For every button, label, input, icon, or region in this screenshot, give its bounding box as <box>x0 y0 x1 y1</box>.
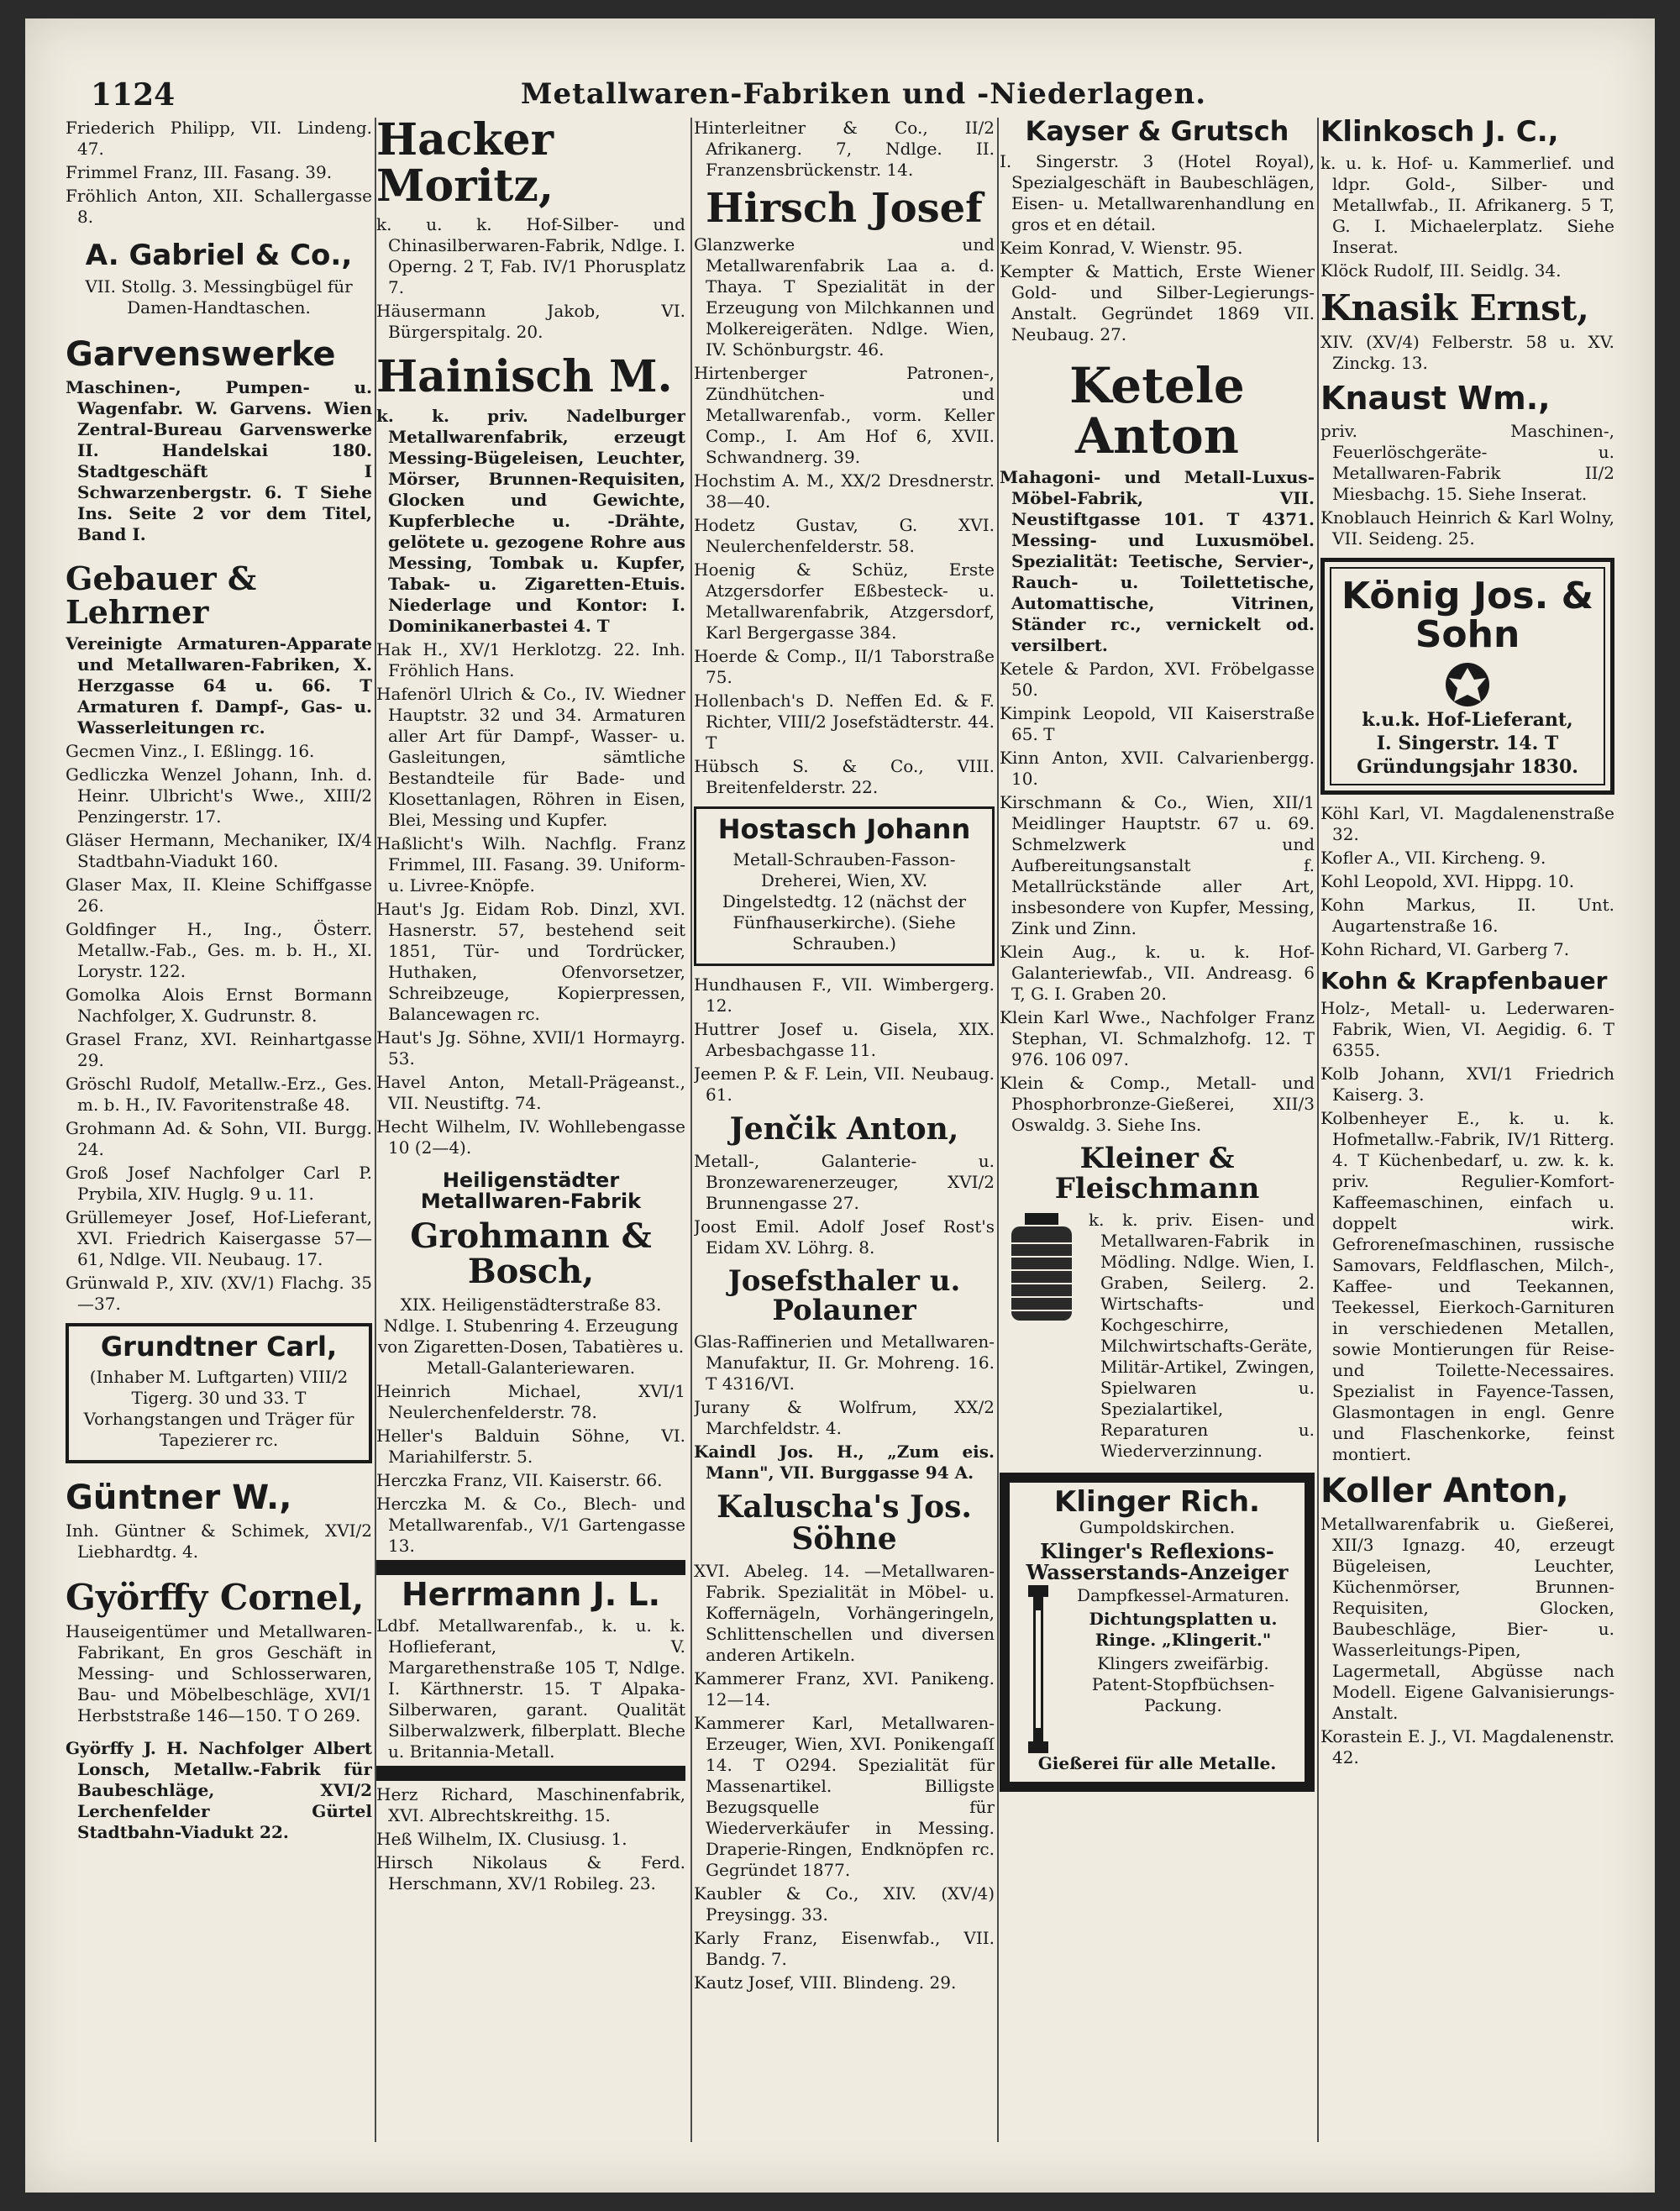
ad-heading: Herrmann J. L. <box>401 1576 661 1614</box>
ad-text: Dichtungsplatten u. Ringe. „Klingerit." <box>1089 1609 1278 1651</box>
ad-heading: Gebauer & Lehrner <box>66 559 257 631</box>
ad-text: Vereinigte Armaturen-Apparate und Metallwaren-Fabriken, X. Herzgasse 64 u. 66. T Armaturen f. Dampf-, Gas- u. Wasserleitungen rc. <box>66 633 372 738</box>
listing-entry: Kempter & Mattich, Erste Wiener Gold- und Silber-Legierungs-Anstalt. Gegründet 1869 VII. Neubaug. 27. <box>1000 260 1315 344</box>
ad-text: Inh. Güntner & Schimek, XVI/2 Liebhardtg. 4. <box>66 1520 372 1562</box>
ad-heading: Hacker Moritz, <box>376 118 554 212</box>
listing-entry: Gomolka Alois Ernst Bormann Nachfolger, X. Gudrunstr. 8. <box>66 985 372 1027</box>
ad-heading: Hainisch M. <box>376 351 673 403</box>
listing-entry: Gecmen Vinz., I. Eßlingg. 16. <box>66 741 315 762</box>
listing-entry: Kammerer Karl, Metallwaren-Erzeuger, Wien, XVI. Ponikengaſſ 14. T O294. Spezialität für Massenartikel. Billigste Bezugsquelle für Wiederverkäufer in Messing. Draperie-Ringen, Endknöpfen rc. Gegründet 1877. <box>694 1712 995 1880</box>
listing-entry: Herczka M. & Co., Blech- und Metallwarenfab., V/1 Gartengasse 13. <box>376 1494 685 1557</box>
ad-heading: Koller Anton, <box>1320 1472 1569 1511</box>
listing-entry: Kaindl Jos. H., „Zum eis. Mann", VII. Burggasse 94 A. <box>694 1442 995 1484</box>
listing-entry: Kolbenheyer E., k. u. k. Hofmetallw.-Fabrik, IV/1 Ritterg. 4. T Küchenbedarf, u. zw. k. k. priv. Regulier-Komfort-Kaffeemaschinen, einfach u. doppelt wirk. Gefroreneſmaschinen, russische Samovars, Feldflaschen, Milch-, Kaffee- und Teekannen, Teekessel, Eierkoch-Garnituren in verschiedenen Metallen, sowie Montierungen für Reise- und Toilette-Necessaires. Spezialist in Fayence-Tassen, Glasmontagen in engl. Genre und Flaschenkorke, feinst montiert. <box>1320 1108 1614 1465</box>
ad-heading: Güntner W., <box>66 1478 292 1518</box>
ad-body-text <box>1067 1585 1299 1753</box>
ad-text: VII. Stollg. 3. Messingbügel für Damen-Handtaschen. <box>85 276 353 318</box>
ad-body <box>1000 1210 1315 1464</box>
listing-entry: Hak H., XV/1 Herklotzg. 22. Inh. Fröhlich Hans. <box>376 638 685 680</box>
ad-heading: Grohmann & Bosch, <box>410 1216 652 1292</box>
ad-text: I. Singerstr. 3 (Hotel Royal), Spezialgeschäft in Baubeschlägen, Eisen- u. Metallwarenhandlung en gros et en détail. <box>1000 150 1315 234</box>
listing-entry: Györffy J. H. Nachfolger Albert Lonsch, Metallw.-Fabrik für Baubeschläge, XVI/2 Lerchenfelder Gürtel Stadtbahn-Viadukt 22. <box>66 1738 372 1843</box>
listing-entry: Grasel Franz, XVI. Reinhartgasse 29. <box>66 1029 372 1071</box>
listing-entry: Hafenörl Ulrich & Co., IV. Wiedner Hauptstr. 32 und 34. Armaturen aller Art für Dampf-, Wasser- u. Gasleitungen, sämtliche Bestandteile für Bade- und Klosettanlagen, Röhren in Eisen, Blei, Messing und Kupfer. <box>376 683 685 830</box>
listing-entry: Friederich Philipp, VII. Lindeng. 47. <box>66 118 372 159</box>
listing-entry: Kohl Leopold, XVI. Hippg. 10. <box>1320 871 1575 892</box>
listing-entry: Gedliczka Wenzel Johann, Inh. d. Heinr. Ulbricht's Wwe., XIII/2 Penzingerstr. 17. <box>66 764 372 827</box>
ad-text: XIX. Heiligenstädterstraße 83. Ndlge. I. Stubenring 4. Erzeugung von Zigaretten-Dosen, Tabatières u. Metall-Galanteriewaren. <box>377 1295 685 1379</box>
ad-text: Gumpoldskirchen. <box>1079 1517 1236 1538</box>
listing-entry: Klein & Comp., Metall- und Phosphorbronze-Gießerei, XII/3 Oswaldg. 3. Siehe Ins. <box>1000 1073 1315 1136</box>
listing-entry: Ketele & Pardon, XVI. Fröbelgasse 50. <box>1000 659 1315 701</box>
ad-heading: Kaluscha's Jos. Söhne <box>717 1489 972 1557</box>
listing-entry: Haut's Jg. Söhne, XVII/1 Hormayrg. 53. <box>376 1027 685 1069</box>
ad-text: k. u. k. Hof- u. Kammerlief. und ldpr. Gold-, Silber- und Metallwfab., II. Afrikanerg. 5 T, G. I. Michaelerplatz. Siehe Inserat. <box>1320 152 1614 257</box>
listing-entry: Grünwald P., XIV. (XV/1) Flachg. 35—37. <box>66 1273 372 1315</box>
listing-entry: Knoblauch Heinrich & Karl Wolny, VII. Seideng. 25. <box>1320 507 1614 549</box>
column-3 <box>694 118 995 2151</box>
ad-heading: Kohn & Krapfenbauer <box>1320 967 1608 995</box>
listing-entry: Köhl Karl, VI. Magdalenenstraße 32. <box>1320 803 1614 845</box>
ad-heading: Jenčik Anton, <box>729 1111 959 1147</box>
ad-text: Klingers zweifärbig. Patent-Stopfbüchsen-Packung. <box>1091 1653 1275 1716</box>
ad-text: Holz-, Metall- u. Lederwaren-Fabrik, Wien, VI. Aegidig. 6. T 6355. <box>1320 998 1614 1061</box>
ad-box <box>1320 558 1614 795</box>
ad-heading: Knasik Ernst, <box>1320 286 1589 328</box>
ad-text: (Inhaber M. Luftgarten) VIII/2 Tigerg. 30 und 33. T Vorhangstangen und Träger für Tapezierer rc. <box>83 1367 354 1451</box>
ad-box <box>66 1323 372 1463</box>
column-rule <box>690 118 692 2142</box>
listing-entry: Grohmann Ad. & Sohn, VII. Burgg. 24. <box>66 1118 372 1160</box>
ad-text: XIV. (XV/4) Felberstr. 58 u. XV. Zinckg. 13. <box>1320 331 1614 373</box>
listing-entry: Kinn Anton, XVII. Calvarienbergg. 10. <box>1000 748 1315 790</box>
ad-heading: König Jos. & Sohn <box>1341 574 1593 656</box>
listing-entry: Hirtenberger Patronen-, Zündhütchen- und Metallwarenfab., vorm. Keller Comp., I. Am Hof 6, XVII. Schwandnerg. 39. <box>694 363 995 468</box>
ad-text: Klinger's Reflexions-Wasserstands-Anzeiger <box>1026 1539 1289 1585</box>
listing-entry: Haut's Jg. Eidam Rob. Dinzl, XVI. Hasnerstr. 57, bestehend seit 1851, Tür- und Tordrücker, Huthaken, Ofenvorsetzer, Schreibzeuge, Kopierpressen, Balancewagen rc. <box>376 898 685 1024</box>
column-rule <box>1317 118 1319 2142</box>
ad-heading: Kleiner & Fleischmann <box>1054 1142 1260 1206</box>
listing-entry: Hecht Wilhelm, IV. Wohllebengasse 10 (2—4). <box>376 1116 685 1158</box>
ad-text: Metallwarenfabrik u. Gießerei, XII/3 Ignazg. 40, erzeugt Bügeleisen, Leuchter, Küchenmörser, Brunnen-Requisiten, Glocken, Baubeschläge, Bier- u. Wasserleitungs-Pipen, Lagermetall, Abgüsse nach Modell. Eigene Galvanisierungs-Anstalt. <box>1320 1514 1614 1724</box>
ad-box-inner <box>1010 1483 1305 1783</box>
listing-entry: Jurany & Wolfrum, XX/2 Marchfeldstr. 4. <box>694 1397 995 1439</box>
page-number: 1124 <box>91 77 176 113</box>
ad-text: priv. Maschinen-, Feuerlöschgeräte- u. Metallwaren-Fabrik II/2 Miesbachg. 15. Siehe Inserat. <box>1320 420 1614 504</box>
listing-entry: Hirsch Nikolaus & Ferd. Herschmann, XV/1 Robileg. 23. <box>376 1852 685 1894</box>
listing-entry: Huttrer Josef u. Gisela, XIX. Arbesbachgasse 11. <box>694 1018 995 1060</box>
listing-entry: Korastein E. J., VI. Magdalenenstr. 42. <box>1320 1726 1614 1768</box>
listing-entry: Karly Franz, Eisenwfab., VII. Bandg. 7. <box>694 1927 995 1969</box>
ad-text: k. k. priv. Eisen- und Metallwaren-Fabrik in Mödling. Ndlge. Wien, I. Graben, Seilerg. 2. Wirtschafts- und Kochgeschirre, Milchwirtschafts-Geräte, Militär-Artikel, Zwingen, Spielwaren u. Spezialartikel, Reparaturen u. Wiederverzinnung. <box>1089 1209 1315 1461</box>
ad-heading: Grundtner Carl, <box>100 1331 338 1363</box>
listing-entry: Jeemen P. & F. Lein, VII. Neubaug. 61. <box>694 1063 995 1105</box>
listing-entry: Kofler A., VII. Kircheng. 9. <box>1320 848 1546 869</box>
ad-text: Gießerei für alle Metalle. <box>1037 1753 1277 1774</box>
ad-heading: Kayser & Grutsch <box>1025 118 1289 147</box>
listing-entry: Hundhausen F., VII. Wimbergerg. 12. <box>694 974 995 1016</box>
ad-text: Gründungsjahr 1830. <box>1357 756 1578 779</box>
listing-entry: Frimmel Franz, III. Fasang. 39. <box>66 162 333 182</box>
ad-text: XVI. Abeleg. 14. —Metallwaren-Fabrik. Spezialität in Möbel- u. Koffernägeln, Vorhängeringeln, Schlittenschellen und diversen anderen Artikeln. <box>694 1560 995 1665</box>
ad-heading: Hostasch Johann <box>717 813 971 846</box>
listing-entry: Goldfinger H., Ing., Österr. Metallw.-Fab., Ges. m. b. H., XI. Lorystr. 122. <box>66 919 372 982</box>
listing-entry: Kolb Johann, XVI/1 Friedrich Kaiserg. 3. <box>1320 1063 1614 1106</box>
listing-entry: Heß Wilhelm, IX. Clusiusg. 1. <box>376 1829 627 1850</box>
ad-heading: Ketele Anton <box>1069 356 1245 465</box>
column-rule <box>997 118 999 2142</box>
ad-text: Ldbf. Metallwarenfab., k. u. k. Hoflieferant, V. Margarethenstraße 105 T, Ndlge. I. Kärthnerstr. 15. T Alpaka-Silberwaren, garant. Qualität Silberwalzwerk, filberplatt. Bleche u. Britannia-Metall. <box>376 1615 685 1762</box>
listing-entry: Kimpink Leopold, VII Kaiserstraße 65. T <box>1000 703 1315 745</box>
listing-entry: Klein Aug., k. u. k. Hof-Galanteriewfab., VII. Andreasg. 6 T, G. I. Graben 20. <box>1000 942 1315 1005</box>
listing-entry: Kohn Richard, VI. Garberg 7. <box>1320 939 1570 960</box>
listing-entry: Groß Josef Nachfolger Carl P. Prybila, XIV. Huglg. 9 u. 11. <box>66 1163 372 1205</box>
listing-entry: Heller's Balduin Söhne, VI. Mariahilferstr. 5. <box>376 1426 685 1468</box>
ad-box <box>694 806 995 966</box>
decorative-bar <box>376 1766 685 1781</box>
listing-entry: Hübsch S. & Co., VIII. Breitenfelderstr. 22. <box>694 756 995 798</box>
ad-text: k.u.k. Hof-Lieferant, <box>1362 709 1573 732</box>
listing-entry: Fröhlich Anton, XII. Schallergasse 8. <box>66 186 372 227</box>
ad-text: Glas-Raffinerien und Metallwaren-Manufaktur, II. Gr. Mohreng. 16. T 4316/VI. <box>694 1331 995 1394</box>
gauge-image <box>1015 1585 1062 1753</box>
listing-entry: Havel Anton, Metall-Prägeanst., VII. Neustiftg. 74. <box>376 1071 685 1113</box>
listing-entry: Hochstim A. M., XX/2 Dresdnerstr. 38—40. <box>694 470 995 512</box>
listing-entry: Herz Richard, Maschinenfabrik, XVI. Albrechtskreithg. 15. <box>376 1784 685 1826</box>
ad-text: Mahagoni- und Metall-Luxus-Möbel-Fabrik, VII. Neustiftgasse 101. T 4371. Messing- und Luxusmöbel. Spezialität: Teetische, Servier-, Rauch- u. Toilettetische, Automattische, Vitrinen, Ständer rc., vernickelt od. versilbert. <box>1000 467 1315 656</box>
ad-text: Hauseigentümer und Metallwaren-Fabrikant, En gros Geschäft in Messing- und Schlosserwaren, Bau- und Möbelbeschläge, XVI/1 Herbststraße 146—150. T O 269. <box>66 1621 372 1726</box>
ad-heading: A. Gabriel & Co., <box>85 239 353 272</box>
listing-entry: Glaser Max, II. Kleine Schiffgasse 26. <box>66 874 372 916</box>
ad-heading: Hirsch Josef <box>706 185 983 232</box>
listing-entry: Gläser Hermann, Mechaniker, IX/4 Stadtbahn-Viadukt 160. <box>66 830 372 872</box>
listing-entry: Heinrich Michael, XVI/1 Neulerchenfelderstr. 78. <box>376 1381 685 1423</box>
ad-heading: Györffy Cornel, <box>66 1577 365 1619</box>
ad-text: Maschinen-, Pumpen- u. Wagenfabr. W. Garvens. Wien Zentral-Bureau Garvenswerke II. Handelskai 180. Stadtgeschäft I Schwarzenbergstr. 6. T Siehe Ins. Seite 2 vor dem Titel, Band I. <box>66 376 372 544</box>
listing-entry: Kohn Markus, II. Unt. Augartenstraße 16. <box>1320 895 1614 937</box>
listing-entry: Hinterleitner & Co., II/2 Afrikanerg. 7, Ndlge. II. Franzensbrückenstr. 14. <box>694 118 995 180</box>
listing-entry: Kaubler & Co., XIV. (XV/4) Preysingg. 33. <box>694 1883 995 1925</box>
ad-heading: Klinkosch J. C., <box>1320 118 1559 149</box>
listing-entry: Joost Emil. Adolf Josef Rost's Eidam XV. Löhrg. 8. <box>694 1216 995 1258</box>
ad-heading: Heiligenstädter Metallwaren-Fabrik <box>420 1168 642 1213</box>
column-4 <box>1000 118 1315 2151</box>
listing-entry: Haßlicht's Wilh. Nachflg. Franz Frimmel, III. Fasang. 39. Uniform- u. Livree-Knöpfe. <box>376 832 685 895</box>
listing-entry: Hollenbach's D. Neffen Ed. & F. Richter, VIII/2 Josefstädterstr. 44. T <box>694 691 995 754</box>
column-5 <box>1320 118 1614 2151</box>
listing-entry: Hoerde & Comp., II/1 Taborstraße 75. <box>694 646 995 688</box>
listing-entry: Kautz Josef, VIII. Blindeng. 29. <box>694 1972 957 1993</box>
ad-heading: Garvenswerke <box>66 334 336 374</box>
ad-box-inner <box>1330 567 1605 785</box>
listing-entry: Grüllemeyer Josef, Hof-Lieferant, XVI. Friedrich Kaisergasse 57—61, Ndlge. VII. Neubaug. 17. <box>66 1207 372 1270</box>
listing-entry: Klöck Rudolf, III. Seidlg. 34. <box>1320 260 1562 281</box>
ad-text: Glanzwerke und Metallwarenfabrik Laa a. d. Thaya. T Spezialität in der Erzeugung von Milchkannen und Molkereigeräten. Ndlge. Wien, IV. Schönburgstr. 46. <box>694 234 995 360</box>
column-1 <box>66 118 372 2151</box>
decorative-bar <box>376 1560 685 1575</box>
ad-text: Dampfkessel-Armaturen. <box>1076 1585 1290 1606</box>
listing-entry: Kammerer Franz, XVI. Panikeng. 12—14. <box>694 1667 995 1709</box>
ad-box <box>1000 1473 1315 1793</box>
listing-entry: Keim Konrad, V. Wienstr. 95. <box>1000 237 1243 258</box>
ad-heading: Knaust Wm., <box>1320 379 1551 417</box>
listing-entry: Herczka Franz, VII. Kaiserstr. 66. <box>376 1470 663 1491</box>
listing-entry: Häusermann Jakob, VI. Bürgerspitalg. 20. <box>376 301 685 343</box>
eagle-crest-icon <box>1442 659 1493 710</box>
listing-entry: Klein Karl Wwe., Nachfolger Franz Stephan, VI. Schmalzhofg. 12. T 976. 106 097. <box>1000 1007 1315 1070</box>
listing-entry: Kirschmann & Co., Wien, XII/1 Meidlinger Hauptstr. 67 u. 69. Schmelzwerk und Aufbereitungsanstalt f. Metallrückstände aller Art, insbesondere von Kupfer, Messing, Zink und Zinn. <box>1000 792 1315 939</box>
column-2 <box>376 118 685 2151</box>
listing-entry: Hodetz Gustav, G. XVI. Neulerchenfelderstr. 58. <box>694 515 995 557</box>
milk-can-image <box>1000 1210 1084 1327</box>
ad-text: k. u. k. Hof-Silber- und Chinasilberwaren-Fabrik, Ndlge. I. Operng. 2 T, Fab. IV/1 Phorusplatz 7. <box>376 214 685 298</box>
ad-text: k. k. priv. Nadelburger Metallwarenfabrik, erzeugt Messing-Bügeleisen, Leuchter, Mörser, Brunnen-Requisiten, Glocken und Gewichte, Kupferbleche u. -Drähte, gelötete u. gezogene Rohre aus Messing, Tombak u. Kupfer, Tabak- u. Zigaretten-Etuis. Niederlage und Kontor: I. Dominikanerbastei 4. T <box>376 405 685 636</box>
ad-text: Metall-, Galanterie- u. Bronzewarenerzeuger, XVI/2 Brunnengasse 27. <box>694 1150 995 1213</box>
ad-heading: Klinger Rich. <box>1054 1484 1260 1519</box>
listing-entry: Gröschl Rudolf, Metallw.-Erz., Ges. m. b. H., IV. Favoritenstraße 48. <box>66 1074 372 1116</box>
ad-text: Metall-Schrauben-Fasson-Dreherei, Wien, XV. Dingelstedtg. 12 (nächst der Fünfhauserkirche). (Siehe Schrauben.) <box>722 848 967 953</box>
listing-entry: Hoenig & Schüz, Erste Atzgersdorfer Eßbesteck- u. Metallwarenfabrik, Atzgersdorf, Karl Bergergasse 384. <box>694 559 995 643</box>
ad-body <box>1015 1585 1299 1753</box>
ad-text: I. Singerstr. 14. T <box>1376 733 1559 755</box>
running-title: Metallwaren-Fabriken und -Niederlagen. <box>520 77 1207 111</box>
ad-heading: Josefsthaler u. Polauner <box>727 1263 961 1328</box>
